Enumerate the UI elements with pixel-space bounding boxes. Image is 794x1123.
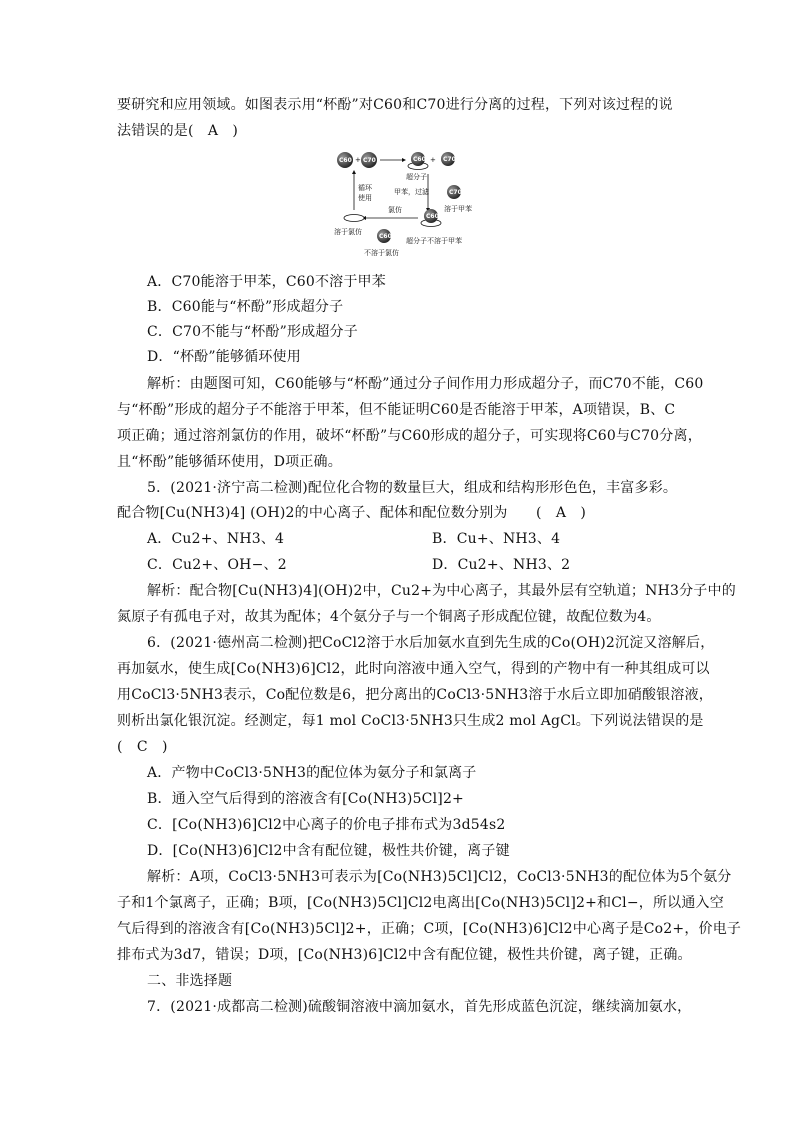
q6-option-d: D．[Co(NH3)6]Cl2中含有配位键，极性共价键，离子键 [147, 843, 510, 859]
q5-option-a: A．Cu2+、NH3、4 [147, 531, 285, 547]
c70-ball-label: C70 [363, 157, 376, 164]
plus-sign-2: + [430, 156, 436, 164]
intro-line-2: 法错误的是( A ) [117, 123, 239, 139]
q6-answer: ( C ) [117, 739, 168, 755]
section-title: 二、非选择题 [147, 973, 233, 989]
q4-explanation-4: 且“杯酚”能够循环使用，D项正确。 [117, 454, 342, 470]
q5-option-d: D．Cu2+、NH3、2 [432, 557, 571, 573]
empty-cup-icon [344, 215, 364, 222]
q4-option-d: D．“杯酚”能够循环使用 [147, 349, 301, 365]
toluene-c70-label: C70 [449, 189, 462, 196]
q6-option-a: A．产物中CoCl3·5NH3的配位体为氨分子和氯离子 [147, 765, 477, 781]
q5-option-c: C．Cu2+、OH−、2 [147, 557, 287, 573]
q4-option-b: B．C60能与“杯酚”形成超分子 [147, 299, 344, 315]
supramolecule-label: 超分子 [406, 173, 427, 181]
q4-explanation-1: 解析：由题图可知，C60能够与“杯酚”通过分子间作用力形成超分子，而C70不能，C60 [147, 376, 704, 392]
recycle-label-1: 循环 [358, 184, 372, 192]
insoluble-chloroform-label: 不溶于氯仿 [364, 249, 399, 257]
arrow-up-head-icon [352, 170, 356, 174]
q6-stem-1: 6．(2021·德州高二检测)把CoCl2溶于水后加氨水直到先生成的Co(OH)2沉淀又溶解后， [147, 635, 715, 651]
q6-stem-4: 则析出氯化银沉淀。经测定，每1 mol CoCl3·5NH3只生成2 mol AgCl。下列说法错误的是 [117, 713, 704, 729]
q6-stem-2: 再加氨水，使生成[Co(NH3)6]Cl2，此时向溶液中通入空气，得到的产物中有一种其组成可以 [117, 661, 710, 677]
supramolecule-c60-label: C60 [413, 156, 426, 163]
q6-explanation-1: 解析：A项，CoCl3·5NH3可表示为[Co(NH3)5Cl]Cl2，CoCl3·5NH3的配位体为5个氨分 [147, 869, 732, 885]
q5-stem-1: 5．(2021·济宁高二检测)配位化合物的数量巨大，组成和结构形形色色，丰富多彩。 [147, 480, 678, 496]
q6-explanation-4: 排布式为3d7，错误；D项，[Co(NH3)6]Cl2中含有配位键，极性共价键，离子键，正确。 [117, 947, 692, 963]
q4-option-a: A．C70能溶于甲苯，C60不溶于甲苯 [147, 274, 386, 290]
q5-stem-2: 配合物[Cu(NH3)4] (OH)2的中心离子、配体和配位数分别为 ( A ) [117, 505, 587, 521]
q5-option-b: B．Cu+、NH3、4 [432, 531, 561, 547]
q4-explanation-3: 项正确；通过溶剂氯仿的作用，破坏“杯酚”与C60形成的超分子，可实现将C60与C70分离， [117, 428, 702, 444]
calixarene-separation-diagram [330, 150, 480, 260]
dissolve-toluene-label: 溶于甲苯 [444, 205, 472, 213]
step-toluene-label: 甲苯，过滤 [394, 188, 429, 196]
q6-explanation-3: 气后得到的溶液含有[Co(NH3)5Cl]2+，正确；C项，[Co(NH3)6]Cl2中心离子是Co2+，价电子 [117, 921, 742, 937]
q6-stem-3: 用CoCl3·5NH3表示，Co配位数是6，把分离出的CoCl3·5NH3溶于水后立即加硝酸银溶液， [117, 687, 713, 703]
dissolve-chloroform-label: 溶于氯仿 [334, 228, 362, 236]
q6-explanation-2: 子和1个氯离子，正确；B项，[Co(NH3)5Cl]Cl2电离出[Co(NH3)5Cl]2+和Cl−，所以通入空 [117, 895, 724, 911]
q6-option-b: B．通入空气后得到的溶液含有[Co(NH3)5Cl]2+ [147, 791, 464, 807]
separation-diagram-svg [330, 150, 480, 260]
q4-explanation-2: 与“杯酚”形成的超分子不能溶于甲苯，但不能证明C60是否能溶于甲苯，A项错误，B、C [117, 402, 676, 418]
q4-option-c: C．C70不能与“杯酚”形成超分子 [147, 324, 358, 340]
q6-option-c: C．[Co(NH3)6]Cl2中心离子的价电子排布式为3d54s2 [147, 817, 506, 833]
recycle-label-2: 使用 [358, 194, 372, 202]
insoluble-toluene-label: 超分子不溶于甲苯 [406, 237, 462, 245]
free-c70-label: C70 [443, 156, 456, 163]
plus-sign: + [355, 156, 361, 164]
step-chloroform-label: 氯仿 [388, 206, 402, 214]
insoluble-c60-label: C60 [426, 213, 439, 220]
q7-stem-1: 7．(2021·成都高二检测)硫酸铜溶液中滴加氨水，首先形成蓝色沉淀，继续滴加氨水， [147, 999, 692, 1015]
q5-explanation-1: 解析：配合物[Cu(NH3)4](OH)2中，Cu2+为中心离子，其最外层有空轨道；NH3分子中的 [147, 583, 736, 599]
chloroform-c60-label: C60 [379, 233, 392, 240]
q5-explanation-2: 氮原子有孤电子对，故其为配体；4个氨分子与一个铜离子形成配位键，故配位数为4。 [117, 609, 661, 625]
intro-line-1: 要研究和应用领域。如图表示用“杯酚”对C60和C70进行分离的过程，下列对该过程的说 [117, 97, 673, 113]
arrow-right-head-icon [402, 158, 406, 162]
c60-ball-label: C60 [339, 157, 352, 164]
